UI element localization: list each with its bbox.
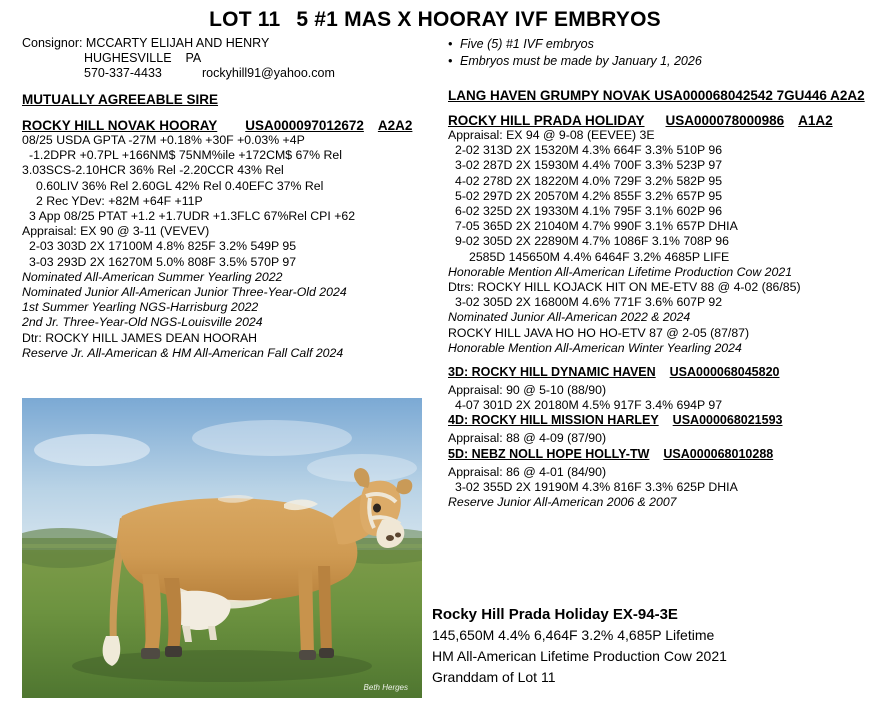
list-item: • Embryos must be made by January 1, 2026 bbox=[448, 54, 702, 68]
consignor-city: HUGHESVILLE bbox=[84, 51, 172, 65]
third-dam-lines: Appraisal: 90 @ 5-10 (88/90) 4-07 301D 2X 20180M 4.5% 917F 3.4% 694P 97 bbox=[448, 383, 723, 413]
fourth-dam-lines: Appraisal: 88 @ 4-09 (87/90) bbox=[448, 431, 607, 446]
dam-identity-line bbox=[448, 113, 864, 128]
dam-code: A1A2 bbox=[798, 113, 833, 128]
fifth-dam-lines: Appraisal: 86 @ 4-01 (84/90) 3-02 355D 2X 19190M 4.3% 816F 3.3% 625P DHIA Reserve Junior All-American 2006 & 2007 bbox=[448, 464, 738, 510]
sire-identity-line bbox=[22, 118, 442, 133]
caption-title: Rocky Hill Prada Holiday EX-94-3E bbox=[432, 606, 678, 623]
consignor-state: PA bbox=[185, 51, 202, 65]
lot-number: LOT 11 bbox=[209, 8, 281, 31]
left-column bbox=[22, 92, 442, 361]
embryo-terms-list bbox=[448, 36, 702, 70]
mutually-agreeable-sire-heading: MUTUALLY AGREEABLE SIRE bbox=[22, 92, 219, 107]
cow-photograph bbox=[22, 398, 422, 698]
photo-caption bbox=[432, 604, 852, 688]
caption-line-2: 145,650M 4.4% 6,464F 3.2% 4,685P Lifetime bbox=[432, 627, 715, 643]
fifth-dam-heading: 5D: NEBZ NOLL HOPE HOLLY-TW USA000068010288 bbox=[448, 446, 774, 461]
right-column bbox=[448, 88, 864, 510]
fourth-dam-heading: 4D: ROCKY HILL MISSION HARLEY USA000068021593 bbox=[448, 413, 783, 428]
caption-line-4: Granddam of Lot 11 bbox=[432, 669, 556, 685]
consignor-email: rockyhill91@yahoo.com bbox=[202, 66, 335, 80]
cow-photo-illustration bbox=[22, 398, 422, 698]
sire-code: A2A2 bbox=[377, 118, 413, 133]
lot-title: 5 #1 MAS X HOORAY IVF EMBRYOS bbox=[296, 8, 661, 31]
third-dam-heading: 3D: ROCKY HILL DYNAMIC HAVEN USA000068045820 bbox=[448, 365, 780, 380]
dam-detail-lines: Appraisal: EX 94 @ 9-08 (EEVEE) 3E 2-02 313D 2X 15320M 4.3% 664F 3.3% 510P 96 3-02 287D 2X 15930M 4.4% 700F 3.3% 523P 97 4-02 278D 2X 18220M 4.0% 729F 3.2% 582P 95 5-02 297D 2X 20570M 4.2% 855F 3.2% 657P 95 6-02 325D 2X 19330M 4.1% 795F 3.1% 602P 96 7-05 365D 2X 21040M 4.7% 990F 3.1% 657P DHIA 9-02 305D 2X 22890M 4.7% 1086F 3.1% 708P 96 2585D 145650M 4.4% 6464F 3.2% 4685P LIFE Honorable Mention All-American Lifetime Production Cow 2021 Dtrs: ROCKY HILL KOJACK HIT ON ME-ETV 88 @ 4-02 (86/85) 3-02 305D 2X 16800M 4.6% 771F 3.6% 607P 92 Nominated Junior All-American 2022 & 2024 ROCKY HILL JAVA HO HO HO-ETV 87 @ 2-05 (87/87) Honorable Mention All-American Winter Yearling 2024 bbox=[448, 128, 801, 355]
list-item: • Five (5) #1 IVF embryos bbox=[448, 37, 594, 51]
sire-detail-lines: 08/25 USDA GPTA -27M +0.18% +30F +0.03% +4P -1.2DPR +0.7PL +166NM$ 75NM%ile +172CM$ 67% Rel 3.03SCS-2.10HCR 36% Rel -2.20CCR 43% Rel 0.60LIV 36% Rel 2.60GL 42% Rel 0.40EFC 37% Rel 2 Rec YDev: +82M +64F +11P 3 App 08/25 PTAT +1.2 +1.7UDR +1.3FLC 67%Rel CPI +62 Appraisal: EX 90 @ 3-11 (VEVEV) 2-03 303D 2X 17100M 4.8% 825F 3.2% 549P 95 3-03 293D 2X 16270M 5.0% 808F 3.5% 570P 97 Nominated All-American Summer Yearling 2022 Nominated Junior All-American Junior Three-Year-Old 2024 1st Summer Yearling NGS-Harrisburg 2022 2nd Jr. Three-Year-Old NGS-Louisville 2024 Dtr: ROCKY HILL JAMES DEAN HOORAH Reserve Jr. All-American & HM All-American Fall Calf 2024 bbox=[22, 133, 356, 360]
caption-line-3: HM All-American Lifetime Production Cow 2021 bbox=[432, 648, 727, 664]
consignor-phone: 570-337-4433 bbox=[84, 66, 162, 80]
sire-reg: USA000097012672 bbox=[245, 118, 364, 133]
consignor-name: Consignor: MCCARTY ELIJAH AND HENRY bbox=[22, 36, 270, 50]
dam-name: ROCKY HILL PRADA HOLIDAY bbox=[448, 113, 645, 128]
grandsire-heading: LANG HAVEN GRUMPY NOVAK USA000068042542 7GU446 A2A2 bbox=[448, 88, 865, 103]
page-title bbox=[0, 0, 870, 32]
consignor-block bbox=[22, 36, 335, 81]
dam-reg: USA000078000986 bbox=[665, 113, 785, 128]
photo-credit: Beth Herges bbox=[363, 683, 408, 692]
sire-name: ROCKY HILL NOVAK HOORAY bbox=[22, 118, 218, 133]
